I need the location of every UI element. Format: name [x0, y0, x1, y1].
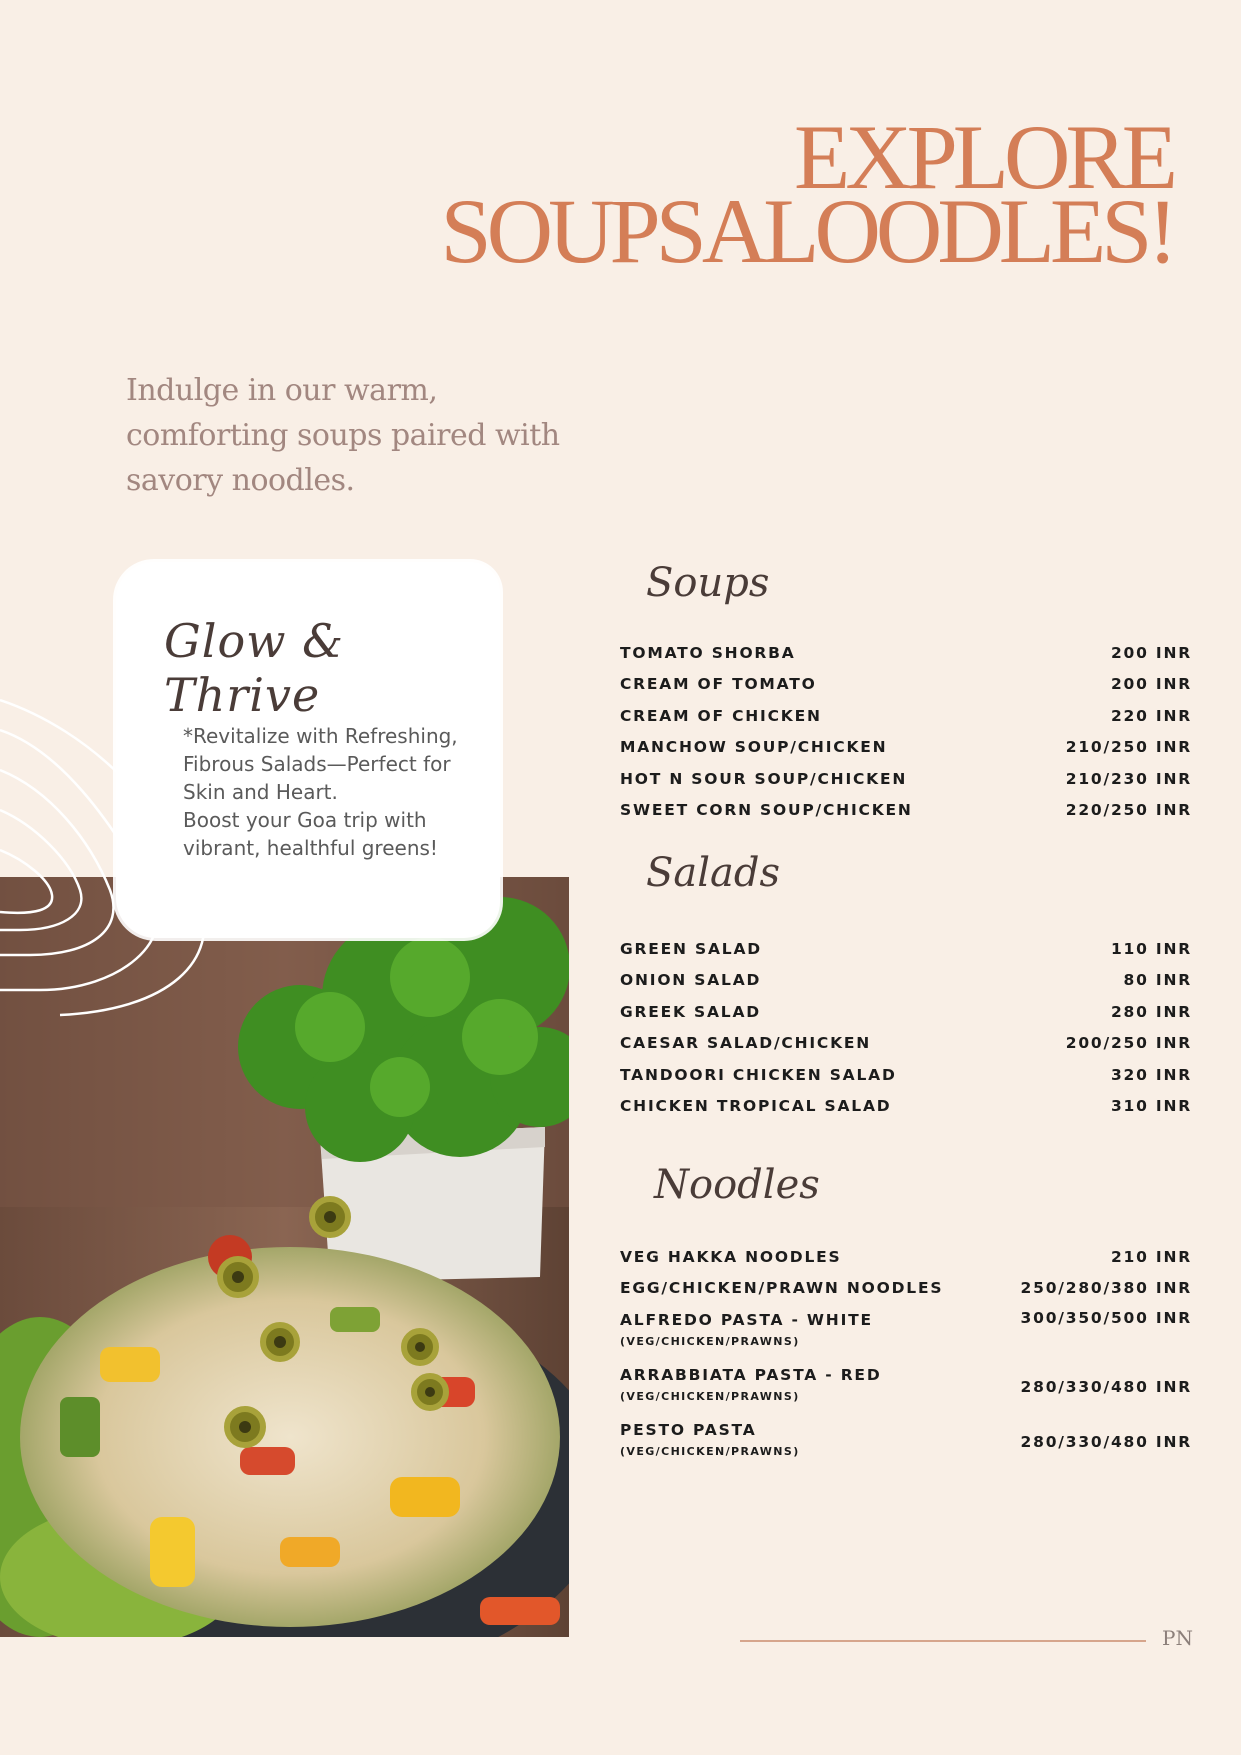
item-price: 220/250 INR	[1065, 800, 1192, 819]
item-name: VEG HAKKA NOODLES	[620, 1248, 842, 1266]
item-name: PESTO PASTA	[620, 1420, 757, 1439]
item-name: GREEK SALAD	[620, 1002, 761, 1021]
item-name: TANDOORI CHICKEN SALAD	[620, 1065, 897, 1084]
item-price: 210/230 INR	[1065, 769, 1192, 788]
noodles-heading: Noodles	[654, 1162, 820, 1208]
item-name: TOMATO SHORBA	[620, 644, 796, 662]
title-line-2: SOUPSALOODLES!	[440, 180, 1173, 282]
footer-divider	[740, 1640, 1146, 1642]
footer-initials: PN	[1162, 1626, 1193, 1650]
menu-row	[620, 795, 1192, 826]
card-text	[183, 722, 473, 862]
item-name: CHICKEN TROPICAL SALAD	[620, 1096, 892, 1115]
menu-row	[620, 764, 1192, 795]
item-options: (VEG/CHICKEN/PRAWNS)	[620, 1334, 800, 1348]
menu-row	[620, 638, 1192, 669]
menu-row	[620, 1028, 1192, 1059]
intro-text: Indulge in our warm, comforting soups paired with savory noodles.	[126, 373, 560, 498]
item-price: 80 INR	[1123, 971, 1192, 990]
salads-heading: Salads	[646, 850, 781, 896]
item-options: (VEG/CHICKEN/PRAWNS)	[620, 1389, 800, 1403]
item-name: ARRABBIATA PASTA - RED	[620, 1365, 882, 1384]
menu-row	[620, 701, 1192, 732]
item-price: 280 INR	[1110, 1002, 1192, 1021]
item-name: SWEET CORN SOUP/CHICKEN	[620, 800, 913, 819]
item-price: 280/330/480 INR	[1020, 1432, 1192, 1451]
item-price: 200 INR	[1110, 644, 1192, 662]
menu-row	[620, 1415, 1192, 1470]
soups-list	[620, 638, 1192, 826]
item-name: HOT N SOUR SOUP/CHICKEN	[620, 769, 908, 788]
item-name: CREAM OF CHICKEN	[620, 706, 822, 725]
card-line-2: Boost your Goa trip with vibrant, healthful greens!	[183, 808, 438, 860]
page-title	[440, 106, 1173, 282]
item-options: (VEG/CHICKEN/PRAWNS)	[620, 1444, 800, 1458]
item-price: 280/330/480 INR	[1020, 1377, 1192, 1396]
noodles-list	[620, 1242, 1192, 1470]
menu-row	[620, 934, 1192, 965]
item-price: 210/250 INR	[1065, 738, 1192, 757]
info-card	[116, 562, 500, 938]
item-name: EGG/CHICKEN/PRAWN NOODLES	[620, 1279, 944, 1298]
item-name: GREEN SALAD	[620, 940, 762, 958]
item-price: 210 INR	[1110, 1248, 1192, 1266]
item-name: ONION SALAD	[620, 971, 762, 990]
menu-row	[620, 1273, 1192, 1304]
menu-row	[620, 1305, 1192, 1360]
menu-row	[620, 732, 1192, 763]
menu-row	[620, 669, 1192, 700]
title-line-1: EXPLORE	[794, 106, 1173, 208]
item-name: CAESAR SALAD/CHICKEN	[620, 1034, 872, 1053]
item-name: CREAM OF TOMATO	[620, 675, 817, 694]
menu-row	[620, 1060, 1192, 1091]
card-line-1: *Revitalize with Refreshing, Fibrous Salads—Perfect for Skin and Heart.	[183, 724, 458, 804]
item-price: 310 INR	[1110, 1096, 1192, 1115]
menu-row	[620, 965, 1192, 996]
item-price: 300/350/500 INR	[1020, 1308, 1192, 1327]
menu-row	[620, 1360, 1192, 1415]
menu-row	[620, 1091, 1192, 1122]
salads-list	[620, 934, 1192, 1122]
item-price: 110 INR	[1110, 940, 1192, 958]
soups-heading: Soups	[646, 560, 770, 606]
card-heading: Glow & Thrive	[164, 614, 345, 722]
item-price: 320 INR	[1110, 1065, 1192, 1084]
item-price: 250/280/380 INR	[1020, 1279, 1192, 1298]
item-price: 200 INR	[1110, 675, 1192, 694]
item-price: 220 INR	[1110, 706, 1192, 725]
menu-row	[620, 997, 1192, 1028]
item-name: MANCHOW SOUP/CHICKEN	[620, 738, 888, 757]
item-name: ALFREDO PASTA - WHITE	[620, 1310, 873, 1329]
item-price: 200/250 INR	[1065, 1034, 1192, 1053]
menu-row	[620, 1242, 1192, 1273]
